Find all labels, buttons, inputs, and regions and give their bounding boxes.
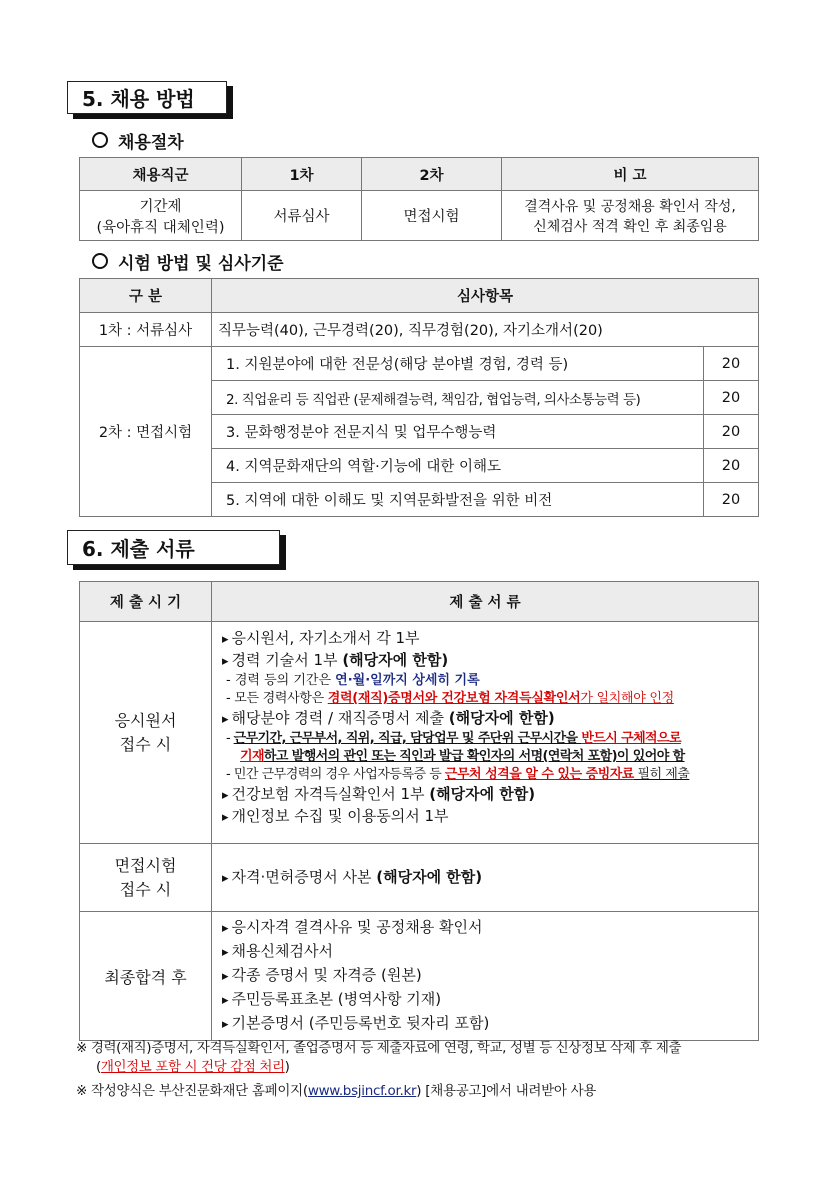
detail-red-text: 반드시 구체적으로 [581,731,681,746]
row3-docs [212,912,759,1041]
detail-red-text: 기재 [240,749,264,764]
procedure-header-first: 1차 [242,158,362,191]
row1-label [80,622,212,844]
exam-score: 20 [704,449,759,483]
paren: ) [284,1059,290,1075]
exam-score: 20 [704,483,759,517]
note-1 [76,1039,776,1077]
procedure-header-note: 비 고 [502,158,759,191]
job-line-2: (육아휴직 대체인력) [96,219,225,236]
circle-bullet-icon [92,253,108,269]
doc-bold-text: (해당자에 한함) [376,867,483,886]
doc-bold-text: (해당자에 한함) [429,785,536,803]
row2-docs [212,844,759,912]
section-5-title-text: 5. 채용 방법 [82,87,195,111]
exam-heading [92,248,284,274]
exam-table [79,278,759,517]
doc-item [222,708,758,730]
row1-label-line-2: 접수 시 [119,734,172,754]
note-mark: ※ [76,1040,87,1056]
procedure-job-cell [80,191,242,241]
exam-heading-text: 시험 방법 및 심사기준 [118,253,284,274]
detail-red-text: 경력(재직)증명서와 건강보험 자격득실확인서 [327,691,581,706]
row2-label-line-1: 면접시험 [114,855,177,875]
detail-text: 경력 등의 기간은 [234,673,336,688]
doc-bold-text: (해당자에 한함) [342,651,449,669]
exam-score: 20 [704,415,759,449]
doc-text: 개인정보 수집 및 이용동의서 1부 [231,807,449,825]
doc-text: 건강보험 자격득실확인서 1부 [231,785,430,803]
note-red-text: 개인정보 포함 시 건당 감점 처리 [100,1059,285,1075]
procedure-note-cell [502,191,759,241]
exam-item: 1. 지원분야에 대한 전문성(해당 분야별 경험, 경력 등) [212,347,704,381]
documents-header-timing: 제 출 시 기 [80,582,212,622]
note-mark: ※ [76,1083,88,1099]
doc-text: 해당분야 경력 / 재직증명서 제출 [231,709,449,727]
doc-item: ▸ 기본증명서 (주민등록번호 뒷자리 포함) [222,1012,758,1036]
circle-bullet-icon [92,132,108,148]
documents-table [79,581,759,1041]
doc-item [222,806,758,828]
exam-item: 2. 직업윤리 등 직업관 (문제해결능력, 책임감, 협업능력, 의사소통능력 등) [212,381,704,415]
row1-docs [212,622,759,844]
detail-text: 민간 근무경력의 경우 사업자등록증 등 [233,767,445,782]
doc-item [222,867,757,889]
doc-text: 자격·면허증명서 사본 [231,867,377,886]
doc-detail: - 근무기간, 근무부서, 직위, 직급, 담당업무 및 주단위 근무시간을 반드시 구체적으로 [226,731,681,746]
detail-red-text: 가 일치해야 인정 [580,691,674,706]
detail-text: 모든 경력사항은 [234,691,328,706]
section-6-title [67,530,280,565]
paren: ( [96,1059,101,1075]
procedure-heading [92,127,184,153]
doc-bold-text: (해당자에 한함) [448,709,555,727]
exam-score: 20 [704,347,759,381]
documents-header-docs: 제 출 서 류 [212,582,759,622]
note-line-1: 결격사유 및 공정채용 확인서 작성, [524,198,736,215]
doc-item: ▸ 각종 증명서 및 자격증 (원본) [222,964,758,988]
row2-label-line-2: 접수 시 [119,879,172,899]
row2-label [80,844,212,912]
homepage-link[interactable]: www.bsjincf.or.kr [307,1083,417,1099]
section-6-title-text: 6. 제출 서류 [82,537,195,561]
exam-score: 20 [704,381,759,415]
note-text: 경력(재직)증명서, 자격득실확인서, 졸업증명서 등 제출자료에 연령, 학교, 성별 등 신상정보 삭제 후 제출 [90,1040,682,1056]
procedure-second-cell: 면접시험 [362,191,502,241]
exam-second-label: 2차 : 면접시험 [80,347,212,517]
job-line-1: 기간제 [139,198,182,215]
exam-item: 5. 지역에 대한 이해도 및 지역문화발전을 위한 비전 [212,483,704,517]
procedure-first-cell: 서류심사 [242,191,362,241]
doc-text: 응시원서, 자기소개서 각 1부 [231,629,420,647]
note-line-2: 신체검사 적격 확인 후 최종임용 [533,218,727,235]
detail-bold-text: 근무기간, 근무부서, 직위, 직급, 담당업무 및 주단위 근무시간을 [233,731,582,746]
doc-item [222,784,758,806]
exam-header-category: 구 분 [80,279,212,313]
procedure-header-second: 2차 [362,158,502,191]
exam-header-items: 심사항목 [212,279,759,313]
doc-text: 경력 기술서 1부 [231,651,343,669]
section-5-title [67,81,227,114]
procedure-table [79,157,759,241]
doc-item: ▸ 채용신체검사서 [222,940,758,964]
exam-first-label: 1차 : 서류심사 [80,313,212,347]
detail-bold-text: 하고 발행서의 관인 또는 직인과 발급 확인자의 서명(연락처 포함)이 있어야 함 [263,749,685,764]
doc-item: ▸ 응시자격 결격사유 및 공정채용 확인서 [222,916,758,940]
exam-item: 4. 지역문화재단의 역할·기능에 대한 이해도 [212,449,704,483]
exam-item: 3. 문화행정분야 전문지식 및 업무수행능력 [212,415,704,449]
detail-bold-text: 연·월·일까지 상세히 기록 [335,673,480,688]
doc-detail: - 모든 경력사항은 경력(재직)증명서와 건강보험 자격득실확인서가 일치해야 인정 [226,691,674,706]
exam-first-items: 직무능력(40), 근무경력(20), 직무경험(20), 자기소개서(20) [212,313,759,347]
note-text: 작성양식은 부산진문화재단 홈페이지( [91,1083,308,1099]
procedure-heading-text: 채용절차 [118,132,184,153]
row3-label: 최종합격 후 [80,912,212,1041]
doc-detail: - 경력 등의 기간은 연·월·일까지 상세히 기록 [226,673,480,688]
doc-detail [222,748,758,766]
doc-item [222,628,758,650]
note-1-line-2 [76,1058,776,1077]
doc-item [222,650,758,672]
note-2 [76,1082,776,1101]
detail-red-text: 근무처 성격을 알 수 있는 증빙자료 [444,767,634,782]
row1-label-line-1: 응시원서 [114,710,177,730]
detail-text: 필히 제출 [633,767,690,782]
doc-detail: - 민간 근무경력의 경우 사업자등록증 등 근무처 성격을 알 수 있는 증빙자료 필히 제출 [226,767,690,782]
procedure-header-job: 채용직군 [80,158,242,191]
doc-item: ▸ 주민등록표초본 (병역사항 기재) [222,988,758,1012]
note-text: ) [채용공고]에서 내려받아 사용 [416,1083,597,1099]
